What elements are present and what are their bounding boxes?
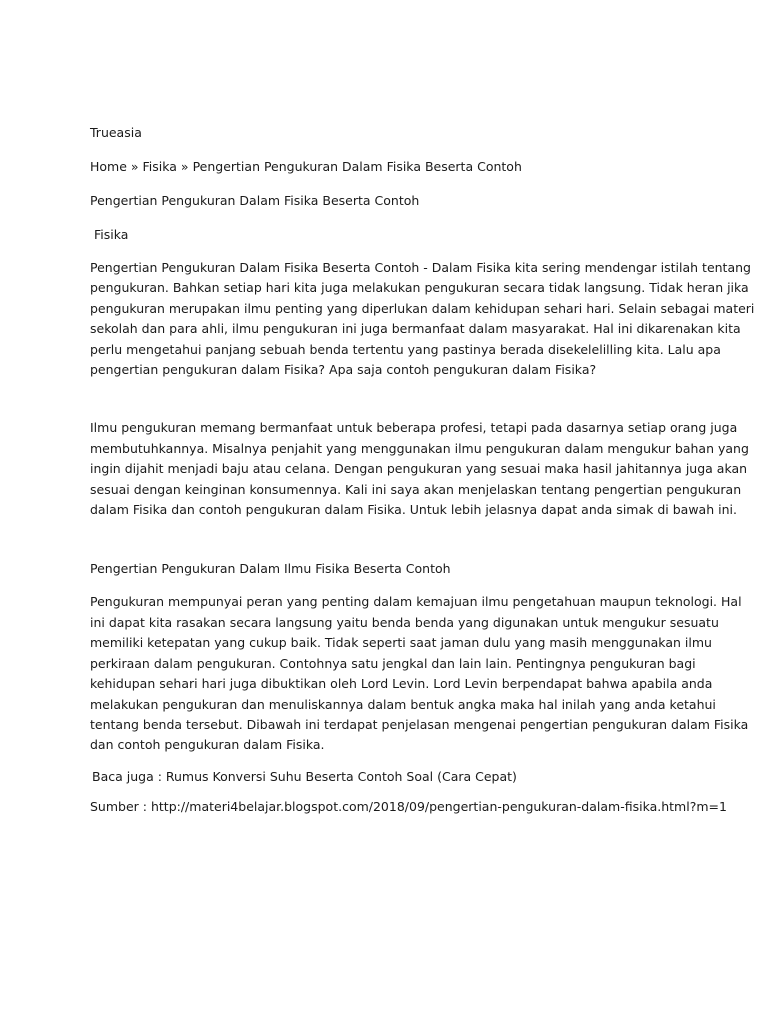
paragraph-line: ingin dijahit menjadi baju atau celana. Dengan pengukuran yang sesuai maka hasil jahitannya juga akan — [90, 461, 748, 477]
paragraph-line: memiliki ketepatan yang cukup baik. Tidak seperti saat jaman dulu yang masih menggunakan ilmu — [90, 635, 712, 651]
breadcrumb-category-link[interactable]: Fisika — [142, 159, 177, 174]
source-line — [90, 798, 727, 816]
paragraph-line: dalam Fisika dan contoh pengukuran dalam Fisika. Untuk lebih jelasnya dapat anda simak di bawah ini. — [90, 502, 737, 518]
breadcrumb-home-link[interactable]: Home — [90, 159, 127, 174]
related-post-label: Baca juga : — [92, 768, 166, 784]
paragraph-line: pengertian pengukuran dalam Fisika? Apa saja contoh pengukuran dalam Fisika? — [90, 362, 597, 378]
related-post-link[interactable]: Rumus Konversi Suhu Beserta Contoh Soal (Cara Cepat) — [165, 768, 517, 784]
post-title: Pengertian Pengukuran Dalam Fisika Beserta Contoh — [90, 193, 420, 208]
paragraph-line: membutuhkannya. Misalnya penjahit yang menggunakan ilmu pengukuran dalam mengukur bahan yang — [90, 440, 749, 456]
paragraph-line: tentang benda tersebut. Dibawah ini terdapat penjelasan mengenai pengertian pengukuran dalam Fisika — [90, 716, 749, 732]
paragraph-line: perlu mengetahui panjang sebuah benda tertentu yang pastinya berada disekelelilling kita. Lalu apa — [90, 341, 721, 357]
document-page — [90, 124, 755, 816]
post-label: Fisika — [94, 227, 129, 242]
paragraph-line: sesuai dengan keinginan konsumennya. Kali ini saya akan menjelaskan tentang pengertian pengukuran — [90, 481, 742, 497]
section-paragraph — [90, 592, 749, 755]
paragraph-line: Ilmu pengukuran memang bermanfaat untuk beberapa profesi, tetapi pada dasarnya setiap orang juga — [90, 420, 738, 436]
paragraph-line: ini dapat kita rasakan secara langsung yaitu benda benda yang digunakan untuk mengukur sesuatu — [90, 614, 719, 630]
paragraph-line: sekolah dan para ahli, ilmu pengukuran ini juga bermanfaat dalam masyarakat. Hal ini dikarenakan kita — [90, 321, 741, 337]
site-name: Trueasia — [90, 125, 142, 140]
section-heading: Pengertian Pengukuran Dalam Ilmu Fisika Beserta Contoh — [90, 561, 451, 577]
paragraph-line: Pengukuran mempunyai peran yang penting dalam kemajuan ilmu pengetahuan maupun teknologi. Hal — [90, 594, 742, 610]
source-label: Sumber : — [90, 798, 151, 814]
paragraph-line: dan contoh pengukuran dalam Fisika. — [90, 737, 325, 753]
paragraph-line: kehidupan sehari hari juga dibuktikan oleh Lord Levin. Lord Levin berpendapat bahwa apabila anda — [90, 676, 713, 692]
paragraph-line: perkiraan dalam pengukuran. Contohnya satu jengkal dan lain lain. Pentingnya pengukuran bagi — [90, 655, 696, 671]
paragraph-line: pengukuran. Bahkan setiap hari kita juga melakukan pengukuran secara tidak langsung. Tidak heran jika — [90, 280, 749, 296]
paragraph-line: pengukuran merupakan ilmu penting yang diperlukan dalam kehidupan sehari hari. Selain sebagai materi — [90, 300, 755, 316]
paragraph-line: melakukan pengukuran dan menuliskannya dalam bentuk angka maka hal inilah yang anda ketahui — [90, 696, 716, 712]
paragraph-line: Pengertian Pengukuran Dalam Fisika Beserta Contoh - Dalam Fisika kita sering mendengar istilah tentang — [90, 260, 751, 275]
breadcrumb-separator: » — [176, 159, 193, 174]
body-paragraph — [90, 418, 749, 520]
breadcrumb — [90, 158, 680, 176]
source-url-link[interactable]: http://materi4belajar.blogspot.com/2018/09/pengertian-pengukuran-dalam-fisika.html?m=1 — [150, 798, 727, 814]
related-post — [90, 768, 680, 786]
intro-paragraph — [90, 258, 755, 380]
breadcrumb-separator: » — [126, 159, 143, 174]
breadcrumb-current: Pengertian Pengukuran Dalam Fisika Beserta Contoh — [192, 159, 522, 174]
